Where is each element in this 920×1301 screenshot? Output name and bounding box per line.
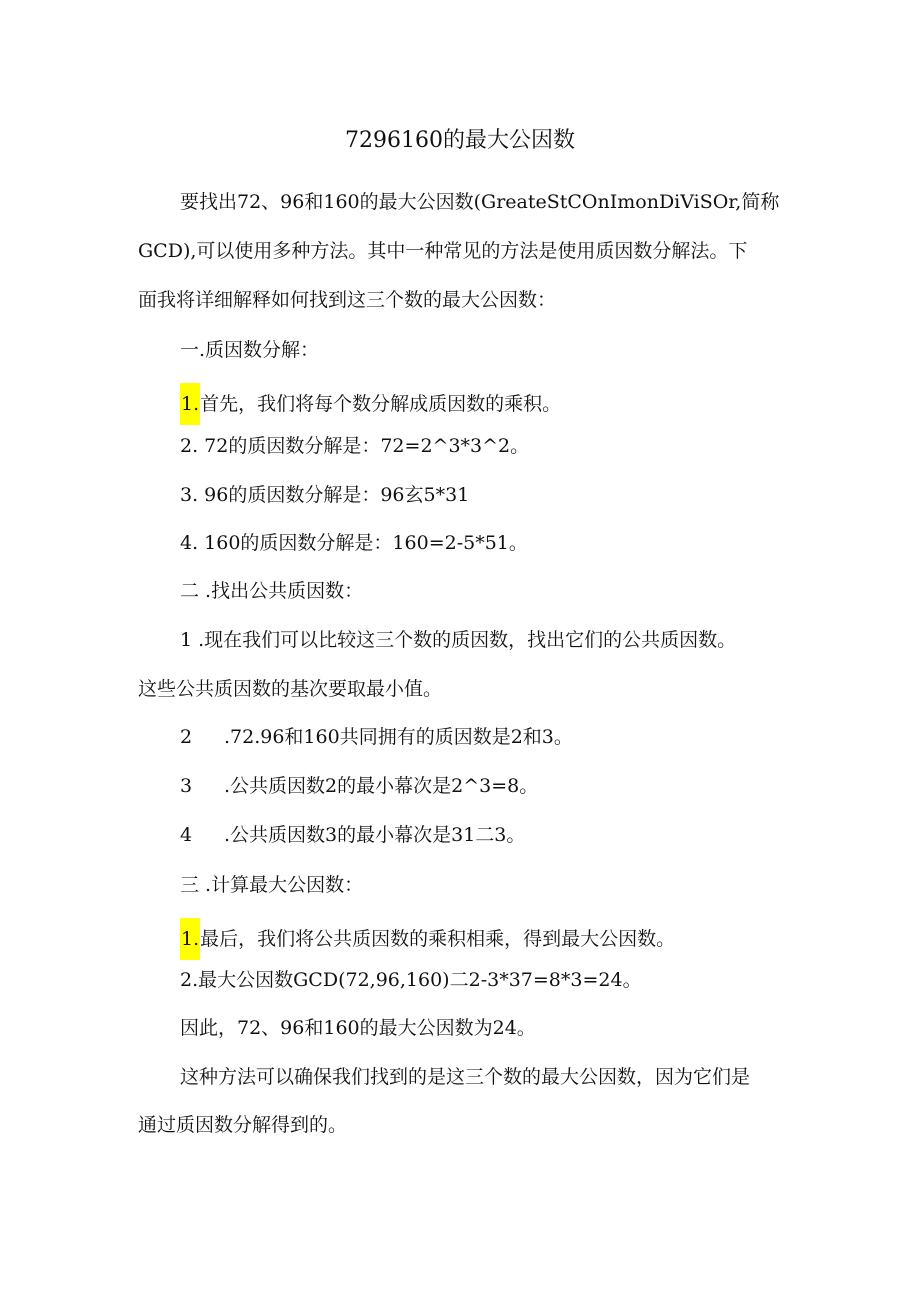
item-number: 4 xyxy=(180,824,193,846)
item-text: .72.96和160共同拥有的质因数是2和3。 xyxy=(224,726,573,748)
intro-line-3: 面我将详细解释如何找到这三个数的最大公因数： xyxy=(138,289,557,311)
item-text: .公共质因数3的最小幕次是31二3。 xyxy=(224,824,526,846)
highlighted-number: 1. xyxy=(180,383,200,425)
section-2-item-1: 1 .现在我们可以比较这三个数的质因数，找出它们的公共质因数。 xyxy=(180,629,737,651)
intro-line-2: GCD),可以使用多种方法。其中一种常见的方法是使用质因数分解法。下 xyxy=(138,240,748,262)
section-3-heading: 三 .计算最大公因数： xyxy=(180,874,364,896)
item-text: 最后，我们将公共质因数的乘积相乘，得到最大公因数。 xyxy=(200,928,676,950)
section-3-item-1 xyxy=(180,918,675,960)
section-2-item-2 xyxy=(180,724,573,750)
section-2-heading: 二 .找出公共质因数： xyxy=(180,580,364,602)
intro-line-1: 要找出72、96和160的最大公因数(GreateStCOnImonDiViSOr,简称 xyxy=(180,191,780,213)
item-number: 3 xyxy=(180,775,193,797)
item-text: 首先，我们将每个数分解成质因数的乘积。 xyxy=(200,393,562,415)
closing-line-2: 通过质因数分解得到的。 xyxy=(138,1114,348,1136)
conclusion-line: 因此，72、96和160的最大公因数为24。 xyxy=(180,1017,536,1039)
section-2-item-1-continued: 这些公共质因数的基次要取最小值。 xyxy=(138,678,443,700)
section-2-item-3 xyxy=(180,773,538,799)
closing-line-1: 这种方法可以确保我们找到的是这三个数的最大公因数，因为它们是 xyxy=(180,1066,751,1088)
section-1-item-3: 3. 96的质因数分解是：96玄5*31 xyxy=(180,484,470,506)
section-3-item-2: 2.最大公因数GCD(72,96,160)二2-3*37=8*3=24。 xyxy=(180,969,642,991)
section-1-item-1 xyxy=(180,383,561,425)
section-1-heading: 一.质因数分解： xyxy=(180,339,320,361)
item-text: .公共质因数2的最小幕次是2^3=8。 xyxy=(224,775,539,797)
highlighted-number: 1. xyxy=(180,918,200,960)
page-title: 7296160的最大公因数 xyxy=(345,128,575,153)
section-2-item-4 xyxy=(180,822,525,848)
section-1-item-2: 2. 72的质因数分解是：72=2^3*3^2。 xyxy=(180,435,530,457)
section-1-item-4: 4. 160的质因数分解是：160=2-5*51。 xyxy=(180,532,528,554)
item-number: 2 xyxy=(180,726,193,748)
